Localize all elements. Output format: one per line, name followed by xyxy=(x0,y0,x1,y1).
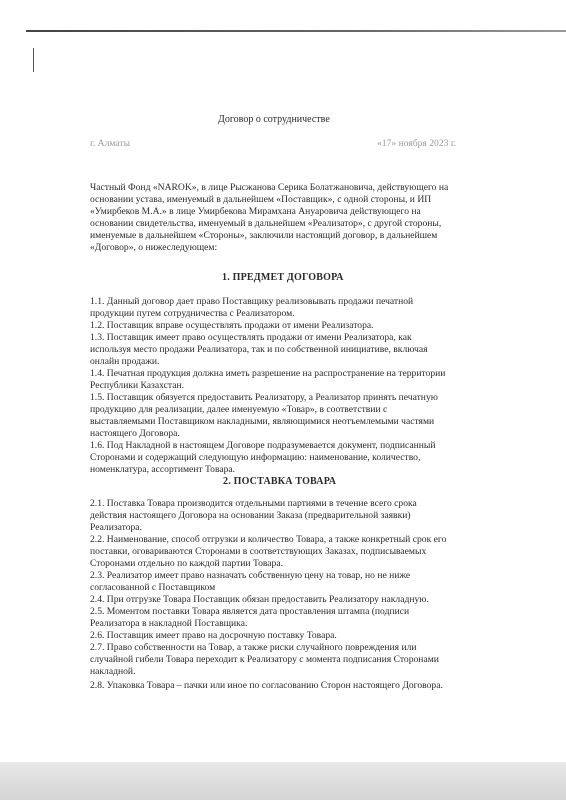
clause-line: Сторонами отдельно по каждой партии Товара. xyxy=(90,558,284,569)
clause-line: 2.5. Моментом поставки Товара является дата проставления штампа (подписи xyxy=(90,606,410,617)
clause-line: 2.8. Упаковка Товара – пачки или иное по согласованию Сторон настоящего Договора. xyxy=(90,680,443,691)
clause-line: 2.2. Наименование, способ отгрузки и количество Товара, а также конкретный срок его xyxy=(90,534,447,545)
preamble-line: Частный Фонд «NAROK», в лице Рысжанова Серика Болатжановича, действующего на xyxy=(90,182,449,193)
clause-line: Республики Казахстан. xyxy=(90,380,184,391)
clause-line: накладной. xyxy=(90,666,136,677)
clause-line: продукции путем сотрудничества с Реализатором. xyxy=(90,308,295,319)
preamble-line: «Умирбеков М.А.» в лице Умирбекова Мирамхана Ануаровича действующего на xyxy=(90,206,421,217)
clause-line: 2.3. Реализатор имеет право назначать собственную цену на товар, но не ниже xyxy=(90,570,411,581)
document-title: Договор о сотрудничестве xyxy=(218,114,330,125)
clause-line: 2.4. При отгрузке Товара Поставщик обязан предоставить Реализатору накладную. xyxy=(90,594,429,605)
clause-line: 2.1. Поставка Товара производится отдельными партиями в течение всего срока xyxy=(90,498,417,509)
scan-bottom-edge xyxy=(0,762,566,800)
scan-margin-mark xyxy=(33,48,34,72)
preamble-line: именуемые в дальнейшем «Стороны», заключили настоящий договор, в дальнейшем xyxy=(90,230,438,241)
clause-line: номенклатура, ассортимент Товара. xyxy=(90,464,236,475)
scan-top-edge xyxy=(26,30,566,32)
clause-line: настоящего Договора. xyxy=(90,428,180,439)
clause-line: Реализатора. xyxy=(90,522,142,533)
clause-line: Реализатора в накладной Поставщика. xyxy=(90,618,248,629)
date-label: «17» ноября 2023 г. xyxy=(377,138,457,149)
clause-line: онлайн продажи. xyxy=(90,356,160,367)
clause-line: 1.6. Под Накладной в настоящем Договоре подразумевается документ, подписанный xyxy=(90,440,436,451)
clause-line: 1.3. Поставщик имеет право осуществлять продажи от имени Реализатора, как xyxy=(90,332,412,343)
section-heading: 2. ПОСТАВКА ТОВАРА xyxy=(223,476,337,487)
clause-line: используя место продажи Реализатора, так и по собственной инициативе, включая xyxy=(90,344,428,355)
clause-line: действия настоящего Договора на основании Заказа (предварительной заявки) xyxy=(90,510,411,521)
clause-line: 1.2. Поставщик вправе осуществлять продажи от имени Реализатора. xyxy=(90,320,374,331)
clause-line: Сторонами и содержащий следующую информацию: наименование, количество, xyxy=(90,452,421,463)
preamble-line: «Договор», о нижеследующем: xyxy=(90,242,218,253)
preamble-line: основании свидетельства, именуемый в дальнейшем «Реализатор», с другой стороны, xyxy=(90,218,442,229)
clause-line: продукцию для реализации, далее именуемую «Товар», в соответствии с xyxy=(90,404,388,415)
section-heading: 1. ПРЕДМЕТ ДОГОВОРА xyxy=(222,272,344,283)
clause-line: 1.5. Поставщик обязуется предоставить Реализатору, а Реализатор принять печатную xyxy=(90,392,438,403)
clause-line: случайной гибели Товара переходит к Реализатору с момента подписания Сторонами xyxy=(90,654,439,665)
clause-line: 1.4. Печатная продукция должна иметь разрешение на распространение на территории xyxy=(90,368,446,379)
clause-line: 2.6. Поставщик имеет право на досрочную поставку Товара. xyxy=(90,630,337,641)
clause-line: согласованной с Поставщиком xyxy=(90,582,216,593)
clause-line: поставки, оговариваются Сторонами в соответствующих Заказах, подписываемых xyxy=(90,546,427,557)
preamble-line: основании устава, именуемый в дальнейшем «Поставщик», с одной стороны, и ИП xyxy=(90,194,432,205)
clause-line: 1.1. Данный договор дает право Поставщику реализовывать продажи печатной xyxy=(90,296,414,307)
city-label: г. Алматы xyxy=(90,138,131,149)
clause-line: 2.7. Право собственности на Товар, а также риски случайного повреждения или xyxy=(90,642,417,653)
clause-line: выставляемыми Поставщиком накладными, являющимися неотъемлемыми частями xyxy=(90,416,435,427)
